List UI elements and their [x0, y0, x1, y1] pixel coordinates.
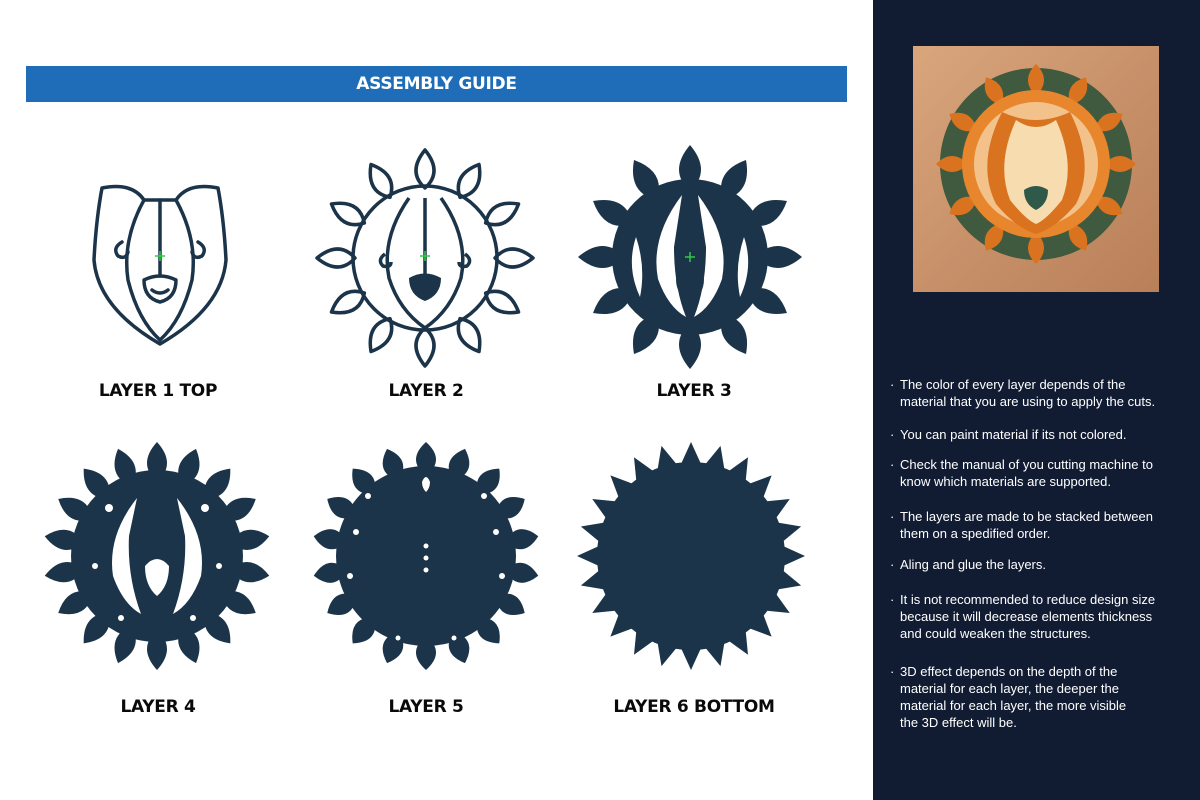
bullet-icon: · [890, 557, 895, 572]
note-item [890, 456, 1200, 490]
note-text: It is not recommended to reduce design size because it will decrease elements thickness and could weaken the structures. [900, 592, 1156, 641]
layer-1-label: LAYER 1 TOP [98, 381, 218, 401]
note-text: The layers are made to be stacked between them on a spedified order. [900, 509, 1153, 541]
layer-1-top-illustration [82, 180, 238, 350]
layer-6-bottom-illustration [577, 442, 805, 670]
bullet-icon: · [890, 457, 895, 472]
layer-2-label: LAYER 2 [388, 381, 464, 401]
layer-4-illustration [43, 442, 271, 670]
note-item [890, 663, 1200, 731]
layer-5-label: LAYER 5 [388, 697, 464, 717]
note-item [890, 376, 1200, 410]
bullet-icon: · [890, 664, 895, 679]
assembled-product-photo [913, 46, 1159, 292]
bullet-icon: · [890, 592, 895, 607]
layer-3-label: LAYER 3 [656, 381, 732, 401]
layer-2-illustration [312, 145, 538, 371]
note-item [890, 591, 1200, 642]
note-text: Aling and glue the layers. [900, 557, 1046, 572]
note-item [890, 556, 1200, 573]
note-text: Check the manual of you cutting machine to know which materials are supported. [900, 457, 1153, 489]
bullet-icon: · [890, 509, 895, 524]
layer-3-illustration [577, 144, 803, 370]
assembly-guide-header: ASSEMBLY GUIDE [26, 66, 847, 102]
layer-4-label: LAYER 4 [120, 697, 196, 717]
note-text: You can paint material if its not colored. [900, 427, 1127, 442]
bullet-icon: · [890, 427, 895, 442]
layer-6-label: LAYER 6 BOTTOM [613, 697, 775, 717]
note-text: The color of every layer depends of the material that you are using to apply the cuts. [900, 377, 1156, 409]
bullet-icon: · [890, 377, 895, 392]
layer-5-illustration [312, 442, 540, 670]
note-item [890, 508, 1200, 542]
note-item [890, 426, 1200, 443]
note-text: 3D effect depends on the depth of the material for each layer, the deeper the material for each layer, the more visible the 3D effect will be. [900, 664, 1127, 730]
